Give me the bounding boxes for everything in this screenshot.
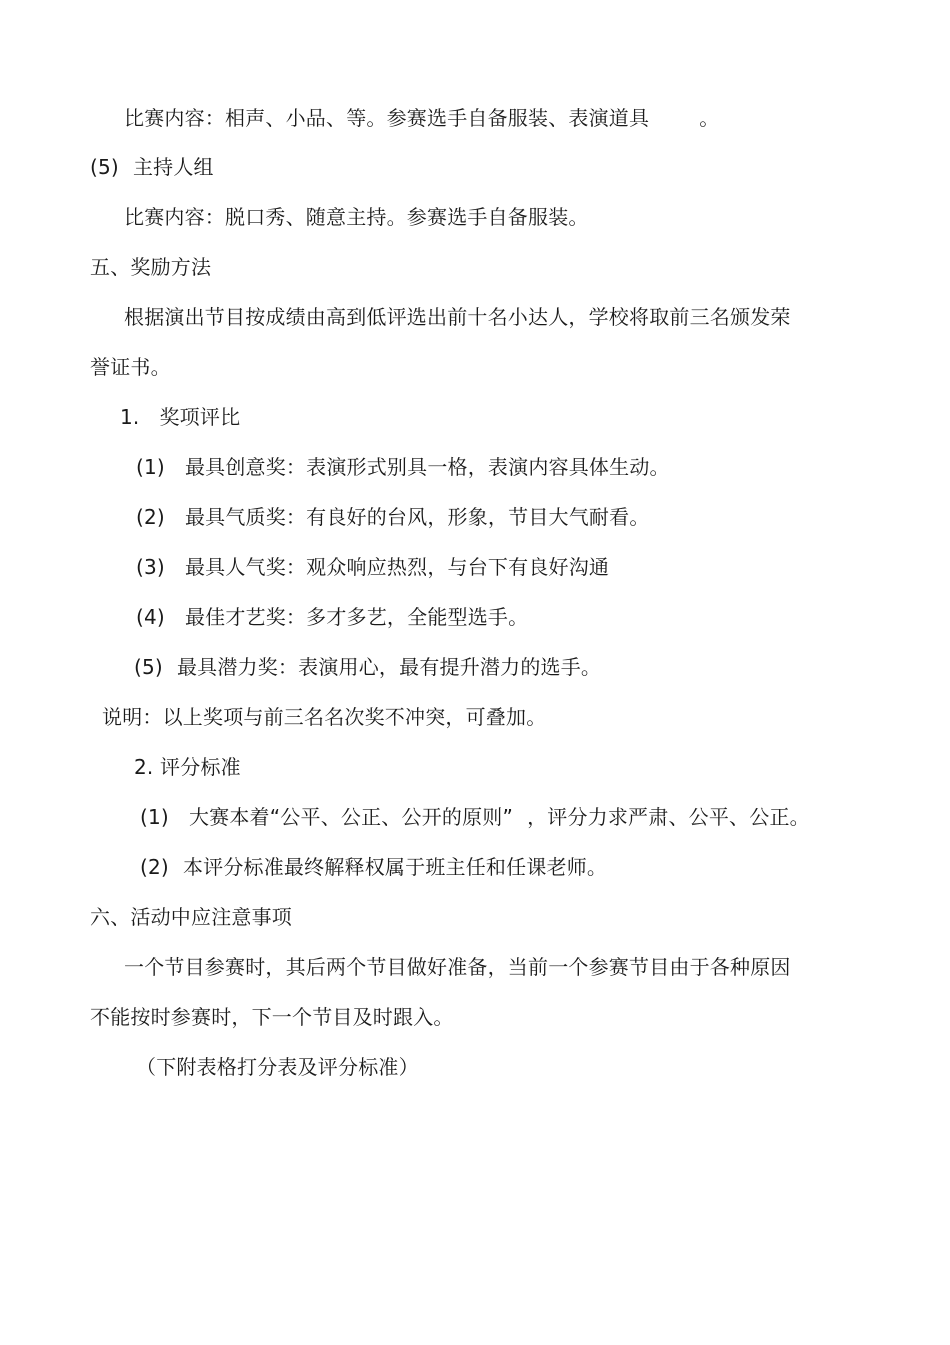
paragraph-text: 不能按时参赛时，下一个节目及时跟入。 [90,1005,454,1029]
item-number: (5) [134,655,163,679]
section-heading-rewards [90,253,211,281]
paragraph-text: 根据演出节目按成绩由高到低评选出前十名小达人，学校将取前三名颁发荣 [124,305,791,329]
paragraph-rewards-line-1 [124,303,791,331]
subheading-text: 2. 评分标准 [134,755,241,779]
item-tail: ，评分力求严肃、公平、公正。 [527,805,810,829]
paragraph-notes-line-1 [124,953,791,981]
paragraph-rewards-line-2 [90,353,171,381]
section-title: 六、活动中应注意事项 [90,905,292,929]
item-number: (1) [140,805,169,829]
item-number: (2) [140,855,169,879]
item-text: 最具人气奖：观众响应热烈，与台下有良好沟通 [184,555,610,579]
note-award-stacking [102,703,546,731]
item-text: 最具潜力奖：表演用心，最有提升潜力的选手。 [176,655,602,679]
paragraph-text: 比赛内容：脱口秀、随意主持。参赛选手自备服装。 [124,205,589,229]
appendix-text: （下附表格打分表及评分标准） [136,1055,419,1079]
item-number: (1) [136,455,165,479]
subheading-award-selection [120,403,240,431]
item-text: 主持人组 [132,155,214,179]
paragraph-text: 比赛内容：相声、小品、等。参赛选手自备服装、表演道具 [124,106,650,130]
paragraph-text: 一个节目参赛时，其后两个节目做好准备，当前一个参赛节目由于各种原因 [124,955,791,979]
paragraph-notes-line-2 [90,1003,454,1031]
heading-host-group [90,153,214,181]
list-item-temperament-award [136,503,650,531]
item-text: 最具创意奖：表演形式别具一格，表演内容具体生动。 [184,455,670,479]
item-text: 奖项评比 [159,405,241,429]
item-text: 最具气质奖：有良好的台风，形象，节目大气耐看。 [184,505,650,529]
paragraph-tail: 。 [699,106,720,130]
list-item-fairness-principle [140,803,810,831]
list-item-potential-award [134,653,601,681]
subheading-scoring-criteria [134,753,241,781]
section-title: 五、奖励方法 [90,255,212,279]
item-number: (3) [136,555,165,579]
item-text: 最佳才艺奖：多才多艺，全能型选手。 [184,605,529,629]
item-number: (4) [136,605,165,629]
section-heading-notes [90,903,292,931]
paragraph-text: 誉证书。 [90,355,171,379]
paragraph-contest-content-host [124,203,589,231]
appendix-note [136,1053,419,1081]
item-number: (5) [90,155,119,179]
item-number: (2) [136,505,165,529]
list-item-creative-award [136,453,670,481]
list-item-interpretation-right [140,853,607,881]
list-item-talent-award [136,603,528,631]
item-text: 本评分标准最终解释权属于班主任和任课老师。 [182,855,608,879]
list-item-popularity-award [136,553,609,581]
item-number: 1. [120,405,140,429]
paragraph-contest-content-skit [124,104,719,132]
note-text: 说明：以上奖项与前三名名次奖不冲突，可叠加。 [102,705,547,729]
item-text: 大赛本着“公平、公正、公开的原则” [188,805,514,829]
